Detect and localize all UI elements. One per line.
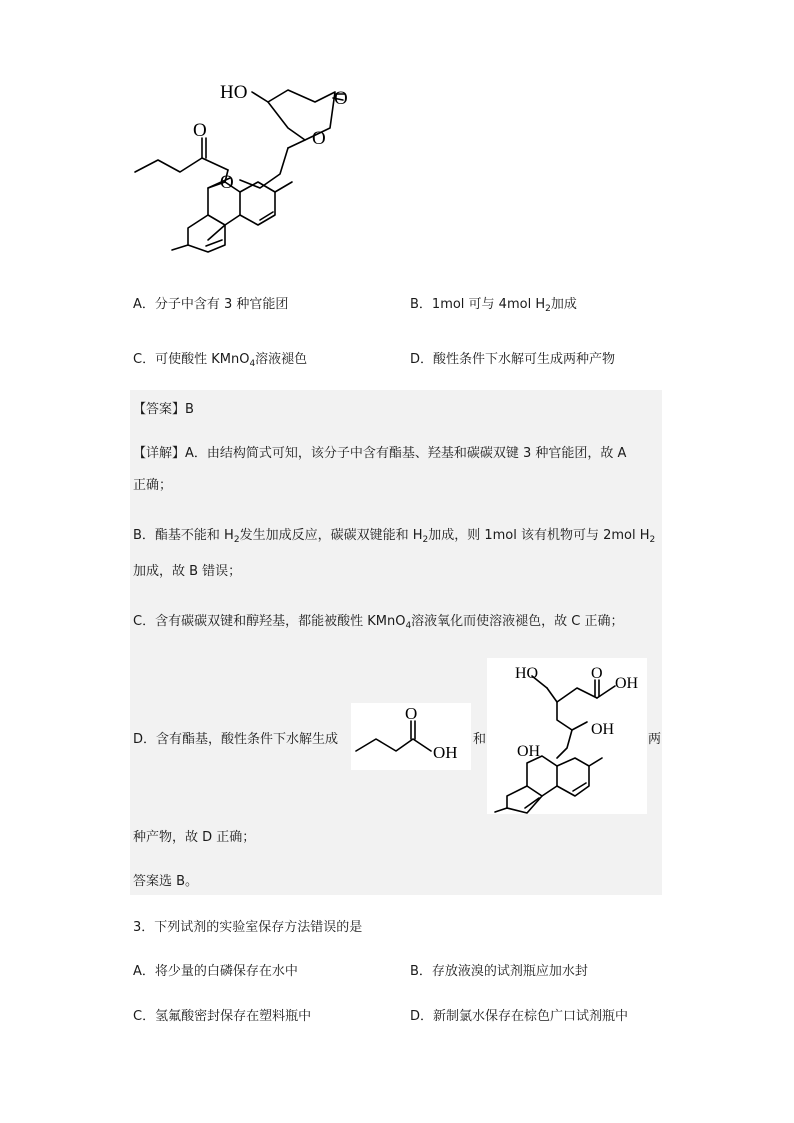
lactone-ring-o-label: O [312, 128, 326, 149]
detail-a-line2: 正确； [133, 478, 173, 493]
option-a: A．分子中含有 3 种官能团 [133, 297, 289, 312]
ester-o-label: O [220, 172, 234, 193]
option-b: B．1mol 可与 4mol $H_2$加成 [410, 297, 577, 314]
detail-d-prefix: D．含有酯基，酸性条件下水解生成 [133, 732, 339, 747]
answer-background [130, 390, 662, 895]
answer-label: 【答案】B [133, 402, 194, 417]
q3-option-b: B．存放液溴的试剂瓶应加水封 [410, 964, 588, 979]
detail-b-line2: 加成，故 B 错误； [133, 564, 242, 579]
diol-oh-mid-label: OH [591, 721, 615, 738]
q3-option-c: C．氢氟酸密封保存在塑料瓶中 [133, 1009, 312, 1024]
ho-label: HO [220, 82, 248, 103]
diol-acid-o-label: O [591, 665, 603, 682]
detail-d-and: 和 [473, 732, 487, 747]
detail-d-tail: 两 [648, 732, 662, 747]
diol-ho-top-label: HO [515, 665, 539, 682]
detail-a-line1: 【详解】A．由结构简式可知，该分子中含有酯基、羟基和碳碳双键 3 种官能团，故 A [133, 446, 627, 461]
q3-option-d: D．新制氯水保存在棕色广口试剂瓶中 [410, 1009, 629, 1024]
option-d: D．酸性条件下水解可生成两种产物 [410, 352, 616, 367]
q3-stem: 3．下列试剂的实验室保存方法错误的是 [133, 920, 363, 935]
conclusion: 答案选 B。 [133, 874, 199, 889]
diol-acid-oh-label: OH [615, 675, 639, 692]
diol-acid-structure [487, 658, 647, 814]
detail-b-line1: B．酯基不能和 $H_2$发生加成反应，碳碳双键能和 $H_2$加成，则 1mol 该有机物可与 2mol $H_2$ [133, 528, 656, 545]
lactone-carbonyl-o-label: O [334, 88, 348, 109]
diol-oh-ring-label: OH [517, 743, 541, 760]
q3-option-a: A．将少量的白磷保存在水中 [133, 964, 298, 979]
butanoic-acid-structure [351, 703, 471, 770]
lovastatin-like-structure [120, 70, 380, 270]
ester-carbonyl-o-label: O [193, 120, 207, 141]
option-c: C．可使酸性 KMnO$_4$溶液褪色 [133, 352, 308, 369]
butanoic-oh-label: OH [433, 743, 458, 762]
butanoic-o-label: O [405, 704, 418, 723]
detail-c-line: C．含有碳碳双键和醇羟基，都能被酸性 KMnO$_4$溶液氧化而使溶液褪色，故 C 正确； [133, 614, 624, 631]
detail-d-line2: 种产物，故 D 正确； [133, 830, 256, 845]
